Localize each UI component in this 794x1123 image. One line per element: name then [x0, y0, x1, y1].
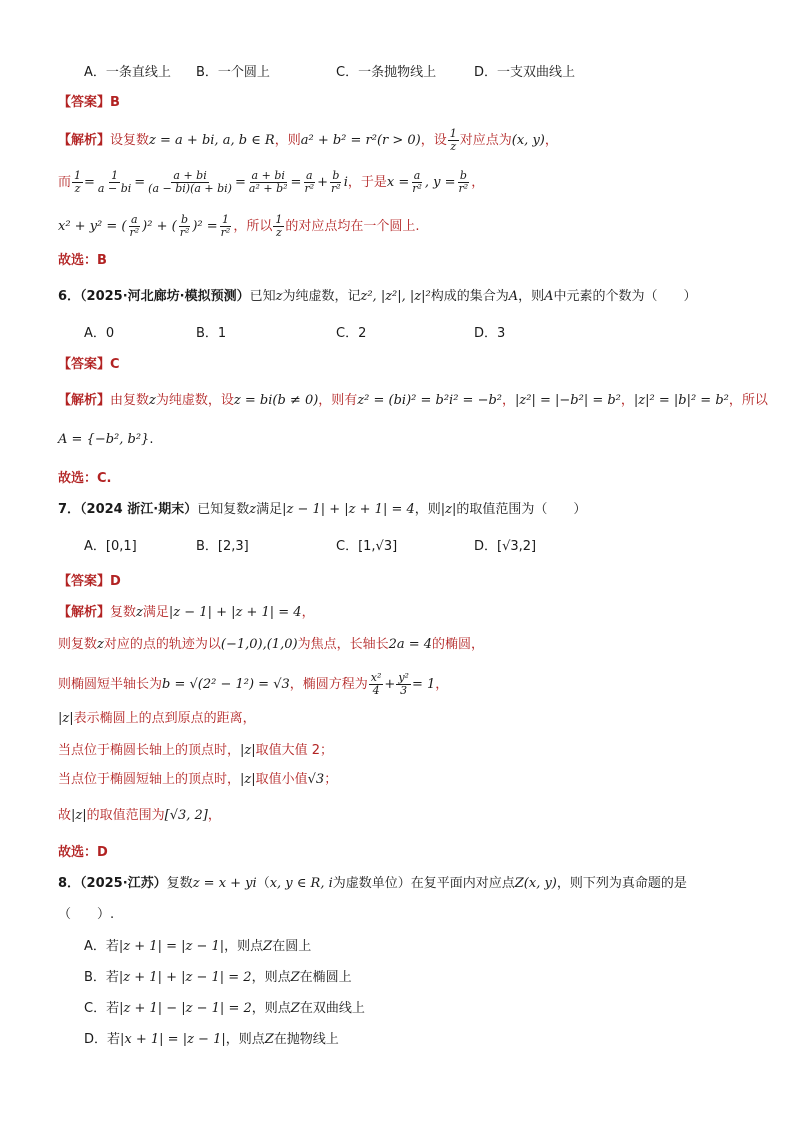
text: 为纯虚数，记 — [282, 289, 361, 304]
q5-option-b: B．一个圆上 — [196, 65, 270, 80]
text: ，则 — [274, 133, 301, 148]
fraction — [247, 170, 290, 195]
q7-option-b: B．[2,3] — [196, 539, 249, 554]
q6-option-a: A．0 — [84, 326, 115, 341]
math: )² = — [192, 219, 218, 234]
numerator: 1 — [74, 169, 82, 182]
q8-option-d — [84, 1030, 339, 1050]
q7-analysis-line-4 — [58, 709, 256, 729]
text: ，椭圆方程为 — [289, 677, 368, 692]
q6-options — [84, 324, 724, 344]
math: |z| — [240, 743, 256, 758]
numerator: b — [332, 169, 340, 182]
text: 在抛物线上 — [273, 1032, 339, 1047]
text: ，设 — [420, 133, 447, 148]
text: ， — [502, 393, 516, 408]
denominator: z — [450, 140, 457, 153]
question-source: （2025·江苏） — [80, 876, 167, 891]
numerator: 1 — [449, 127, 457, 140]
denominator: 3 — [400, 684, 408, 697]
math: Z(x, y) — [514, 876, 557, 891]
fraction — [448, 128, 459, 153]
q7-stem — [58, 500, 586, 520]
q7-option-d: D．[√3,2] — [474, 539, 537, 554]
text: 取值大值 2； — [255, 743, 334, 758]
fraction — [178, 214, 192, 239]
math: |z + 1| = |z − 1| — [118, 939, 225, 954]
math: |z|² = |b|² = b² — [633, 393, 729, 408]
q7-options — [84, 537, 724, 557]
math: |z| — [240, 772, 256, 787]
text: . — [149, 432, 154, 447]
math: z — [149, 393, 156, 408]
text: ，则有 — [318, 393, 358, 408]
numerator: y² — [398, 671, 409, 684]
q5-options — [84, 63, 724, 83]
q7-analysis-line-6 — [58, 770, 337, 790]
q8-option-a — [84, 937, 311, 957]
analysis-tag: 【解析】 — [58, 393, 111, 408]
text: 设复数 — [110, 133, 150, 148]
text: ， — [620, 393, 634, 408]
text: 在圆上 — [272, 939, 312, 954]
text: ，则点 — [225, 1032, 265, 1047]
fraction — [146, 170, 234, 195]
math: z — [249, 502, 257, 517]
math: Z — [290, 1001, 300, 1016]
text: 则椭圆短半轴长为 — [58, 677, 163, 692]
fraction — [457, 170, 471, 195]
text: ，则点 — [251, 1001, 291, 1016]
text: 取值小值 — [255, 772, 308, 787]
numerator: b — [459, 169, 467, 182]
denominator: (a − bi)(a + bi) — [148, 182, 232, 195]
text: 在双曲线上 — [299, 1001, 365, 1016]
q6-option-b: B．1 — [196, 326, 227, 341]
text: D．若 — [84, 1032, 121, 1047]
q7-choice: 故选：D — [58, 845, 108, 860]
q8-option-c — [84, 999, 365, 1019]
text: 为纯虚数，设 — [155, 393, 234, 408]
math: x, y ∈ R, i — [269, 876, 333, 891]
text: （ — [256, 876, 270, 891]
math: |z| — [58, 711, 74, 726]
answer-value: B — [110, 95, 120, 110]
numerator: a — [305, 169, 313, 182]
math: 2a = 4 — [388, 637, 433, 652]
math: z — [136, 605, 143, 620]
q5-option-c: C．一条抛物线上 — [336, 65, 437, 80]
q7-analysis-line-1 — [58, 603, 315, 623]
text: 故 — [58, 808, 72, 823]
text: 当点位于椭圆短轴上的顶点时， — [58, 772, 241, 787]
q6-option-d: D．3 — [474, 326, 506, 341]
math: A = {−b², b²} — [58, 432, 150, 447]
math: A — [508, 289, 519, 304]
math: + — [384, 677, 396, 692]
text: 由复数 — [110, 393, 150, 408]
text: 中元素的个数为（ ） — [553, 289, 697, 304]
math: Z — [264, 1032, 274, 1047]
q5-choice: 故选：B — [58, 253, 107, 268]
answer-value: C — [110, 357, 120, 372]
q7-answer — [58, 572, 121, 592]
q5-analysis-line-2: 而 $\frac{1}{z}$ = $\frac{1}{a - bi}$ = $\frac{a + bi}{(a - bi)(a + bi)}$ = $\frac{a + bi}{\text{a² + b²}}$ = $\frac{a}{\text{r²}}$ + $\frac{b}{\text{r²}}$ i，于是x = $\frac{a}{\text{r²}}$ , y = $\frac{b}{\text{r²}}$ ， — [58, 169, 485, 195]
fraction — [410, 170, 424, 195]
text: 构成的集合为 — [430, 289, 509, 304]
text: ，于是 — [347, 175, 387, 190]
q7-option-a: A．[0,1] — [84, 539, 137, 554]
fraction — [72, 170, 83, 195]
text: ， — [544, 133, 558, 148]
numerator: 1 — [111, 169, 119, 182]
q8-stem — [58, 874, 687, 894]
fraction — [396, 672, 411, 697]
fraction — [302, 170, 316, 195]
q8-option-b — [84, 968, 352, 988]
text: 表示椭圆上的点到原点的距离， — [73, 711, 256, 726]
math: |z + 1| + |z − 1| = 2 — [118, 970, 252, 985]
fraction — [329, 170, 343, 195]
numerator: a + bi — [251, 169, 285, 182]
q6-answer — [58, 355, 120, 375]
denominator: z — [275, 226, 282, 239]
question-number: 7． — [58, 502, 81, 517]
text: 对应的点的轨迹为以 — [103, 637, 221, 652]
math: (x, y) — [511, 133, 545, 148]
text: 为虚数单位）在复平面内对应点 — [332, 876, 515, 891]
q6-choice: 故选：C. — [58, 471, 112, 486]
text: 对应点为 — [459, 133, 512, 148]
question-number: 6． — [58, 289, 81, 304]
math: z — [97, 637, 104, 652]
fraction — [369, 672, 384, 697]
denominator: a − bi — [97, 182, 132, 195]
q5-answer — [58, 93, 120, 113]
denominator: r² — [220, 226, 231, 239]
denominator: r² — [331, 182, 341, 195]
math: Z — [290, 970, 300, 985]
text: ； — [324, 772, 338, 787]
text: ，所以 — [233, 219, 273, 234]
q7-analysis-line-7 — [58, 806, 221, 826]
text: 则复数 — [58, 637, 98, 652]
question-source: （2025·河北廊坊·模拟预测） — [80, 289, 250, 304]
text: ， — [301, 605, 315, 620]
text: 复数 — [166, 876, 193, 891]
math: |z| — [71, 808, 87, 823]
math: |z + 1| − |z − 1| = 2 — [119, 1001, 252, 1016]
math: z = x + yi — [192, 876, 257, 891]
text: 当点位于椭圆长轴上的顶点时， — [58, 743, 241, 758]
math: z² = (bi)² = b²i² = −b² — [357, 393, 503, 408]
denominator: a² + b² — [248, 182, 288, 195]
text: C．若 — [84, 1001, 120, 1016]
question-source: （2024 浙江·期末） — [80, 502, 198, 517]
denominator: r² — [129, 226, 140, 239]
text: 为焦点，长轴长 — [297, 637, 389, 652]
math: |z − 1| + |z + 1| = 4 — [282, 502, 415, 517]
math: z = a + bi, a, b ∈ R — [149, 133, 275, 148]
q7-analysis-line-3 — [58, 672, 448, 697]
fraction — [219, 214, 233, 239]
numerator: a — [131, 213, 138, 226]
math: z — [275, 289, 283, 304]
answer-tag: 【答案】 — [58, 357, 111, 372]
text: ，则点 — [224, 939, 264, 954]
math: A — [544, 289, 554, 304]
q6-analysis-line-2 — [58, 430, 153, 450]
q5-option-a: A．一条直线上 — [84, 65, 171, 80]
q5-analysis-line-1 — [58, 128, 558, 153]
text: 的对应点均在一个圆上. — [285, 219, 420, 234]
denominator: r² — [458, 182, 469, 195]
q6-stem — [58, 287, 697, 307]
math: b = √(2² − 1²) = √3 — [162, 677, 290, 692]
numerator: 1 — [222, 213, 229, 226]
q7-analysis-line-5 — [58, 741, 333, 761]
numerator: a — [413, 169, 421, 182]
text: ， — [207, 808, 221, 823]
q6-analysis-line-1 — [58, 391, 768, 411]
math: = 1 — [411, 677, 436, 692]
text: ，所以 — [728, 393, 768, 408]
math: (−1,0),(1,0) — [220, 637, 298, 652]
text: 而 — [58, 175, 72, 190]
answer-value: D — [110, 574, 121, 589]
text: 满足 — [256, 502, 283, 517]
answer-tag: 【答案】 — [58, 574, 111, 589]
denominator: 4 — [372, 684, 380, 697]
fraction — [128, 214, 142, 239]
text: 复数 — [110, 605, 137, 620]
text: 满足 — [142, 605, 169, 620]
text: 已知 — [249, 289, 276, 304]
numerator: a + bi — [173, 169, 207, 182]
text: A．若 — [84, 939, 119, 954]
text: ， — [471, 175, 485, 190]
numerator: x² — [370, 671, 382, 684]
fraction — [96, 170, 133, 195]
numerator: 1 — [275, 213, 283, 226]
text: 已知复数 — [197, 502, 250, 517]
q7-analysis-line-2 — [58, 635, 484, 655]
analysis-tag: 【解析】 — [58, 133, 111, 148]
text: 的取值范围为（ ） — [456, 502, 587, 517]
math: |z| — [440, 502, 457, 517]
math: |z − 1| + |z + 1| = 4 — [168, 605, 302, 620]
denominator: r² — [304, 182, 315, 195]
math: z = bi(b ≠ 0) — [233, 393, 319, 408]
math: |x + 1| = |z − 1| — [120, 1032, 226, 1047]
analysis-tag: 【解析】 — [58, 605, 111, 620]
text: 的椭圆， — [432, 637, 485, 652]
q5-option-d: D．一支双曲线上 — [474, 65, 576, 80]
answer-tag: 【答案】 — [58, 95, 111, 110]
math: |z²| = |−b²| = b² — [515, 393, 621, 408]
q8-stem-paren: （ ）. — [58, 907, 115, 922]
denominator: r² — [412, 182, 422, 195]
q7-option-c: C．[1,√3] — [336, 539, 398, 554]
text: 的取值范围为 — [86, 808, 165, 823]
text: ，则下列为真命题的是 — [556, 876, 687, 891]
text: 在椭圆上 — [299, 970, 352, 985]
math: √3 — [307, 772, 325, 787]
math: x² + y² = ( — [58, 219, 127, 234]
numerator: b — [181, 213, 189, 226]
math: a² + b² = r²(r > 0) — [300, 133, 421, 148]
question-number: 8． — [58, 876, 81, 891]
text: ，则 — [518, 289, 545, 304]
math: z², |z²|, |z|² — [360, 289, 431, 304]
denominator: r² — [179, 226, 190, 239]
math: Z — [263, 939, 273, 954]
q6-option-c: C．2 — [336, 326, 367, 341]
math: )² + ( — [142, 219, 177, 234]
text: ， — [435, 677, 449, 692]
math: [√3, 2] — [164, 808, 208, 823]
text: ，则点 — [251, 970, 291, 985]
denominator: z — [74, 182, 81, 195]
text: ，则 — [414, 502, 441, 517]
q5-analysis-line-3 — [58, 214, 420, 239]
fraction — [273, 214, 284, 239]
text: B．若 — [84, 970, 119, 985]
